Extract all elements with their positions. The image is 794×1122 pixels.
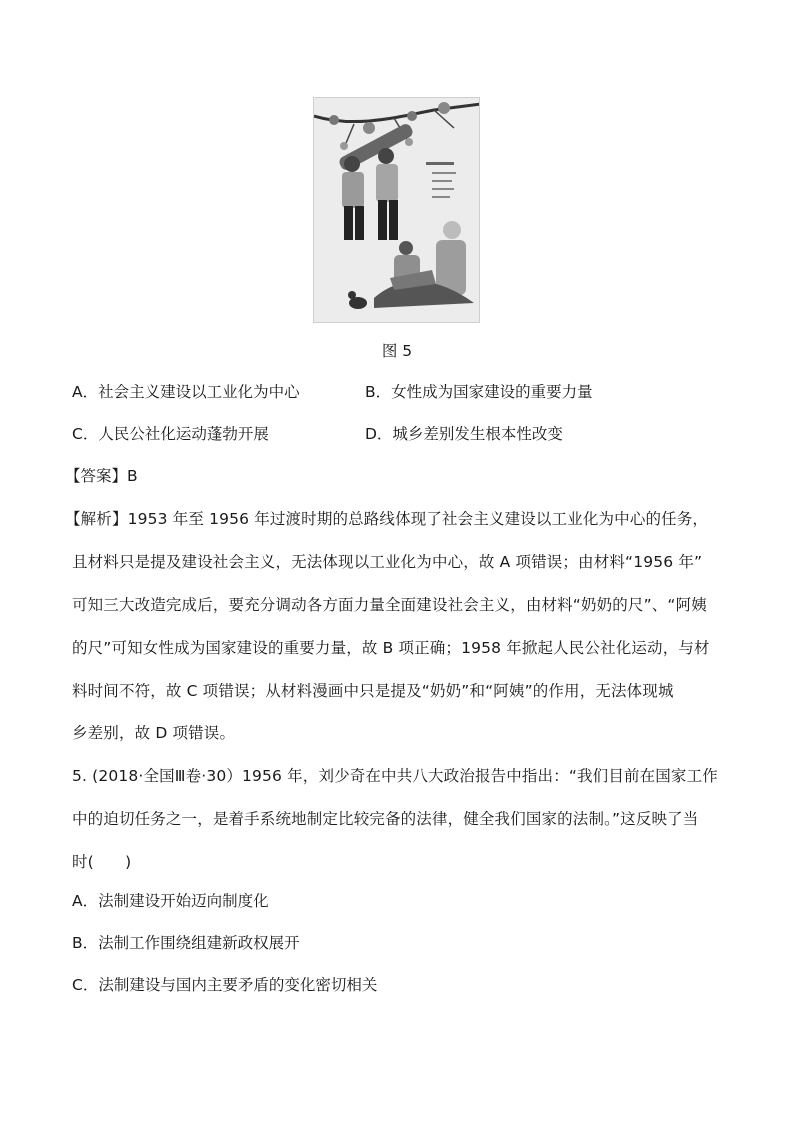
q4-option-a: A．社会主义建设以工业化为中心 <box>72 383 300 401</box>
q5-option-b: B．法制工作围绕组建新政权展开 <box>72 934 300 952</box>
q4-option-b: B．女性成为国家建设的重要力量 <box>365 383 593 401</box>
q5-stem-line-2: 中的迫切任务之一，是着手系统地制定比较完备的法律，健全我们国家的法制。”这反映了当 <box>72 810 699 828</box>
q4-analysis-line-1: 【解析】1953 年至 1956 年过渡时期的总路线体现了社会主义建设以工业化为中心的任务， <box>65 510 709 528</box>
q4-answer: 【答案】B <box>65 467 138 485</box>
q4-analysis-line-2: 且材料只是提及建设社会主义，无法体现以工业化为中心，故 A 项错误；由材料“1956 年” <box>72 553 703 571</box>
q5-stem-line-3: 时( ) <box>72 853 132 871</box>
q4-option-c: C．人民公社化运动蓬勃开展 <box>72 425 269 443</box>
cartoon-figure <box>313 97 480 323</box>
q5-option-a: A．法制建设开始迈向制度化 <box>72 892 269 910</box>
q4-analysis-line-3: 可知三大改造完成后，要充分调动各方面力量全面建设社会主义，由材料“奶奶的尺”、“阿姨 <box>72 596 707 614</box>
cartoon-illustration <box>314 98 480 323</box>
q5-option-c: C．法制建设与国内主要矛盾的变化密切相关 <box>72 976 378 994</box>
q4-analysis-line-4: 的尺”可知女性成为国家建设的重要力量，故 B 项正确；1958 年掀起人民公社化运动，与材 <box>72 639 710 657</box>
q4-analysis-line-6: 乡差别，故 D 项错误。 <box>72 724 236 742</box>
q5-stem-line-1: 5. (2018·全国Ⅲ卷·30）1956 年，刘少奇在中共八大政治报告中指出：“我们目前在国家工作 <box>72 767 718 785</box>
q4-option-d: D．城乡差别发生根本性改变 <box>365 425 563 443</box>
figure-caption: 图 5 <box>381 342 413 360</box>
q4-analysis-line-5: 料时间不符，故 C 项错误；从材料漫画中只是提及“奶奶”和“阿姨”的作用，无法体现城 <box>72 682 674 700</box>
